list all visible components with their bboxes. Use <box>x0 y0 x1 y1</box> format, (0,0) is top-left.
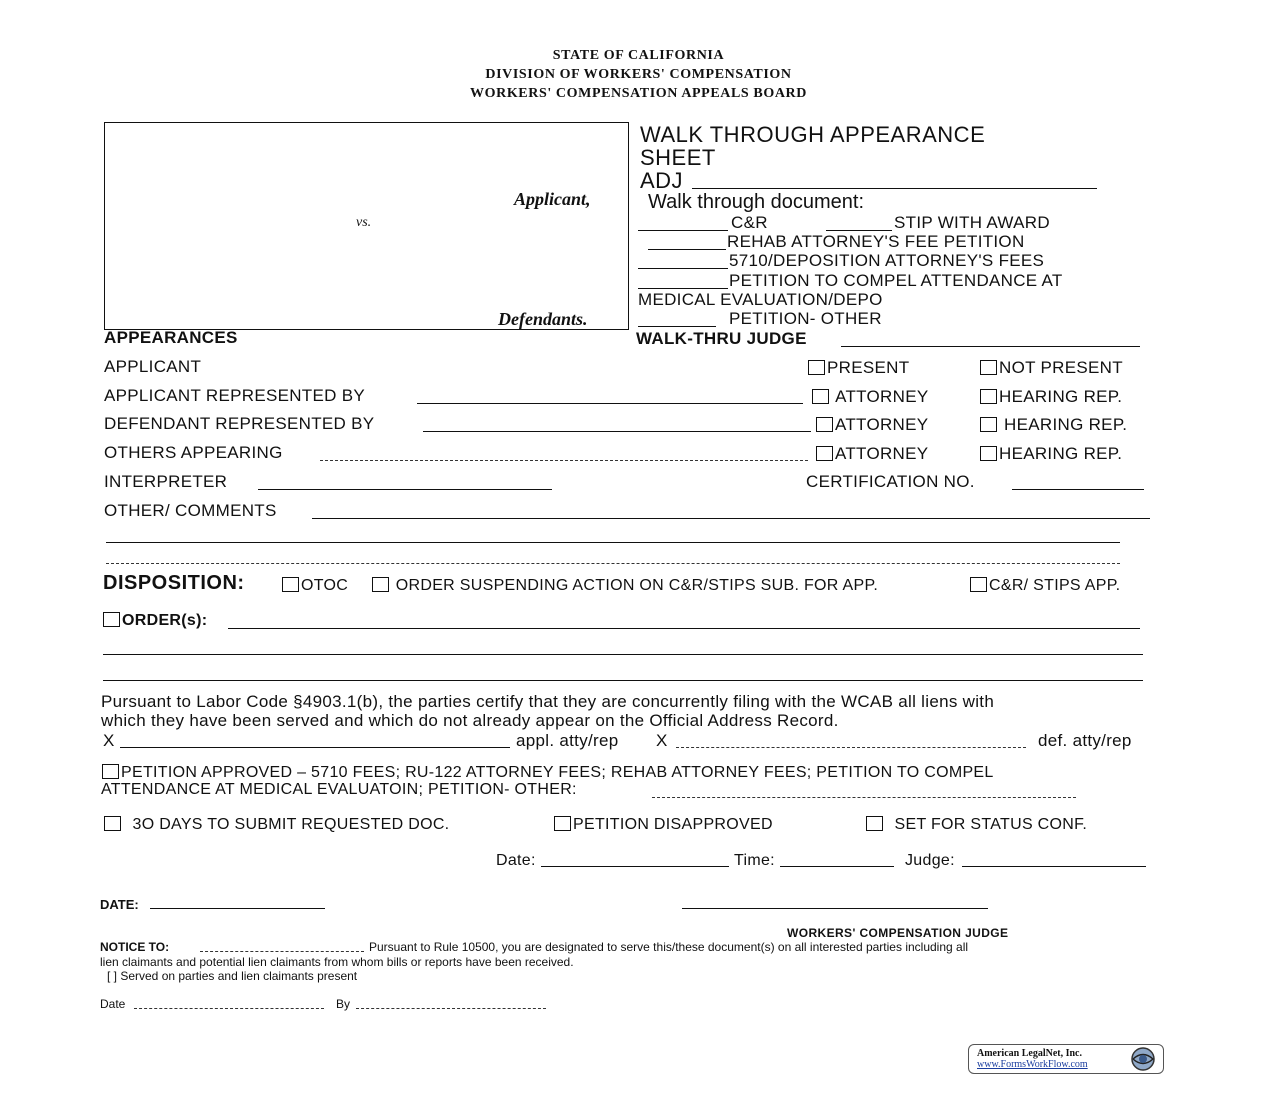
petition-approved-checkbox[interactable] <box>102 764 119 779</box>
orders-option[interactable] <box>103 612 207 630</box>
cr-blank[interactable] <box>638 230 728 231</box>
def-rep-hearing-option[interactable] <box>980 415 1127 435</box>
walk-through-label: Walk through document: <box>648 191 865 213</box>
signoff-judge-field[interactable] <box>962 866 1146 867</box>
others-attorney-label: ATTORNEY <box>835 444 929 463</box>
otoc-checkbox[interactable] <box>282 577 299 592</box>
form-title-line2: SHEET <box>640 145 716 170</box>
def-rep-attorney-label: ATTORNEY <box>835 415 929 434</box>
disposition-heading: DISPOSITION: <box>103 572 245 594</box>
notice-text-line2: lien claimants and potential lien claimants from whom bills or reports have been received. <box>100 955 574 969</box>
petition-other-option: PETITION- OTHER <box>729 309 882 328</box>
notice-date-field[interactable] <box>134 1008 324 1009</box>
logo-url[interactable]: www.FormsWorkFlow.com <box>977 1059 1088 1070</box>
petition-disapproved-option[interactable] <box>554 816 773 834</box>
rehab-option: REHAB ATTORNEY'S FEE PETITION <box>727 232 1025 251</box>
app-rep-hearing-option[interactable] <box>980 387 1122 407</box>
rehab-blank[interactable] <box>648 249 726 250</box>
appearances-heading: APPEARANCES <box>104 328 238 347</box>
status-conf-option[interactable] <box>866 816 1087 834</box>
orders-checkbox[interactable] <box>103 612 120 627</box>
liens-text-line2: which they have been served and which do not already appear on the Official Address Record. <box>101 711 839 730</box>
otoc-option[interactable] <box>282 577 348 595</box>
petition-disapproved-checkbox[interactable] <box>554 816 571 831</box>
app-rep-hearing-label: HEARING REP. <box>999 387 1123 406</box>
otoc-label: OTOC <box>301 577 349 594</box>
applicant-row-label: APPLICANT <box>104 357 202 376</box>
defendant-rep-label: DEFENDANT REPRESENTED BY <box>104 414 375 433</box>
appl-signature-x: X <box>103 731 115 750</box>
signoff-time-label: Time: <box>734 852 775 869</box>
others-appearing-field[interactable] <box>320 460 808 461</box>
fees5710-blank[interactable] <box>638 268 728 269</box>
stip-blank[interactable] <box>826 230 892 231</box>
date-caps-label: DATE: <box>100 897 139 912</box>
petition-approved-line2: ATTENDANCE AT MEDICAL EVALUATOIN; PETITION- OTHER: <box>101 781 577 798</box>
walk-thru-judge-field[interactable] <box>841 346 1140 347</box>
certification-field[interactable] <box>1012 489 1144 490</box>
order-suspending-checkbox[interactable] <box>372 577 389 592</box>
days30-option[interactable] <box>104 816 449 834</box>
signoff-date-label: Date: <box>496 852 536 869</box>
vs-label: vs. <box>356 215 372 230</box>
interpreter-label: INTERPRETER <box>104 472 228 491</box>
not-present-label: NOT PRESENT <box>999 358 1123 377</box>
petition-other-field[interactable] <box>652 797 1076 798</box>
app-rep-attorney-label: ATTORNEY <box>835 387 929 406</box>
order-suspending-option[interactable] <box>372 577 878 595</box>
app-rep-hearing-checkbox[interactable] <box>980 389 997 404</box>
status-conf-checkbox[interactable] <box>866 816 883 831</box>
served-checkbox-label[interactable]: [ ] Served on parties and lien claimants present <box>107 969 358 983</box>
order-suspending-label: ORDER SUSPENDING ACTION ON C&R/STIPS SUB. FOR APP. <box>395 577 879 594</box>
applicant-rep-label: APPLICANT REPRESENTED BY <box>104 386 366 405</box>
comments-field-line2[interactable] <box>106 542 1120 543</box>
others-hearing-label: HEARING REP. <box>999 444 1123 463</box>
interpreter-field[interactable] <box>258 489 552 490</box>
def-atty-signature-field[interactable] <box>676 747 1026 748</box>
cr-stips-app-option[interactable] <box>970 577 1120 595</box>
not-present-option[interactable] <box>980 358 1123 378</box>
orders-field-line2[interactable] <box>103 654 1143 655</box>
american-legalnet-logo[interactable] <box>968 1044 1164 1074</box>
compel-option-line1: PETITION TO COMPEL ATTENDANCE AT <box>729 271 1063 290</box>
def-signature-x: X <box>656 731 668 750</box>
not-present-checkbox[interactable] <box>980 360 997 375</box>
app-rep-attorney-option[interactable] <box>812 387 929 407</box>
others-hearing-checkbox[interactable] <box>980 446 997 461</box>
notice-to-label: NOTICE TO: <box>100 940 170 954</box>
others-attorney-checkbox[interactable] <box>816 446 833 461</box>
notice-date-label: Date <box>100 997 126 1011</box>
present-checkbox[interactable] <box>808 360 825 375</box>
signoff-judge-label: Judge: <box>905 852 955 869</box>
def-rep-attorney-option[interactable] <box>816 415 928 435</box>
adj-number-field[interactable] <box>692 188 1097 189</box>
comments-field-line3[interactable] <box>106 563 1120 564</box>
certification-label: CERTIFICATION NO. <box>806 472 975 491</box>
appl-atty-label: appl. atty/rep <box>516 731 619 750</box>
def-rep-hearing-label: HEARING REP. <box>1004 415 1128 434</box>
logo-company: American LegalNet, Inc. <box>977 1048 1082 1059</box>
others-hearing-option[interactable] <box>980 444 1122 464</box>
header-state: STATE OF CALIFORNIA <box>552 48 725 63</box>
def-rep-attorney-checkbox[interactable] <box>816 417 833 432</box>
wcj-label: WORKERS' COMPENSATION JUDGE <box>787 926 1009 940</box>
applicant-rep-field[interactable] <box>417 403 803 404</box>
fees5710-option: 5710/DEPOSITION ATTORNEY'S FEES <box>729 251 1045 270</box>
signoff-date-field[interactable] <box>541 866 729 867</box>
petition-approved-label: PETITION APPROVED – 5710 FEES; RU-122 ATTORNEY FEES; REHAB ATTORNEY FEES; PETITION TO COMPEL <box>121 764 994 781</box>
others-appearing-label: OTHERS APPEARING <box>104 443 283 462</box>
defendant-rep-field[interactable] <box>423 431 811 432</box>
orders-field-line1[interactable] <box>228 628 1140 629</box>
notice-by-label: By <box>336 997 351 1011</box>
liens-text-line1: Pursuant to Labor Code §4903.1(b), the parties certify that they are concurrently filing with the WCAB all liens with <box>101 692 995 711</box>
status-conf-label: SET FOR STATUS CONF. <box>894 816 1088 833</box>
def-atty-label: def. atty/rep <box>1038 731 1132 750</box>
wcj-signature-field[interactable] <box>682 908 988 909</box>
header-division: DIVISION OF WORKERS' COMPENSATION <box>485 67 792 82</box>
walk-thru-judge-label: WALK-THRU JUDGE <box>636 329 807 348</box>
orders-field-line3[interactable] <box>103 680 1143 681</box>
form-title-line1: WALK THROUGH APPEARANCE <box>640 122 986 147</box>
notice-to-field[interactable] <box>200 951 364 952</box>
orders-label: ORDER(s): <box>122 612 208 629</box>
adj-label: ADJ <box>640 168 684 193</box>
app-rep-attorney-checkbox[interactable] <box>812 389 829 404</box>
appl-atty-signature-field[interactable] <box>120 747 510 748</box>
stip-option: STIP WITH AWARD <box>894 213 1050 232</box>
comments-label: OTHER/ COMMENTS <box>104 501 277 520</box>
days30-checkbox[interactable] <box>104 816 121 831</box>
comments-field-line1[interactable] <box>312 518 1150 519</box>
petition-other-blank[interactable] <box>638 326 716 327</box>
compel-option-line2: MEDICAL EVALUATION/DEPO <box>638 290 883 309</box>
compel-blank[interactable] <box>638 288 728 289</box>
signoff-time-field[interactable] <box>780 866 894 867</box>
defendants-label: Defendants. <box>498 309 588 329</box>
def-rep-hearing-checkbox[interactable] <box>980 417 997 432</box>
notice-text-line1: Pursuant to Rule 10500, you are designated to serve this/these document(s) on all interested parties including all <box>369 940 969 954</box>
header-board: WORKERS' COMPENSATION APPEALS BOARD <box>470 86 807 101</box>
petition-approved-option[interactable] <box>102 764 994 782</box>
cr-stips-app-label: C&R/ STIPS APP. <box>989 577 1121 594</box>
others-attorney-option[interactable] <box>816 444 928 464</box>
present-option[interactable] <box>808 358 909 378</box>
present-label: PRESENT <box>827 358 910 377</box>
globe-icon <box>1127 1046 1159 1072</box>
cr-option: C&R <box>731 213 768 232</box>
days30-label: 3O DAYS TO SUBMIT REQUESTED DOC. <box>132 816 450 833</box>
notice-by-field[interactable] <box>356 1008 546 1009</box>
date-caps-field[interactable] <box>150 908 325 909</box>
applicant-label: Applicant, <box>514 189 591 209</box>
petition-disapproved-label: PETITION DISAPPROVED <box>573 816 773 833</box>
cr-stips-app-checkbox[interactable] <box>970 577 987 592</box>
